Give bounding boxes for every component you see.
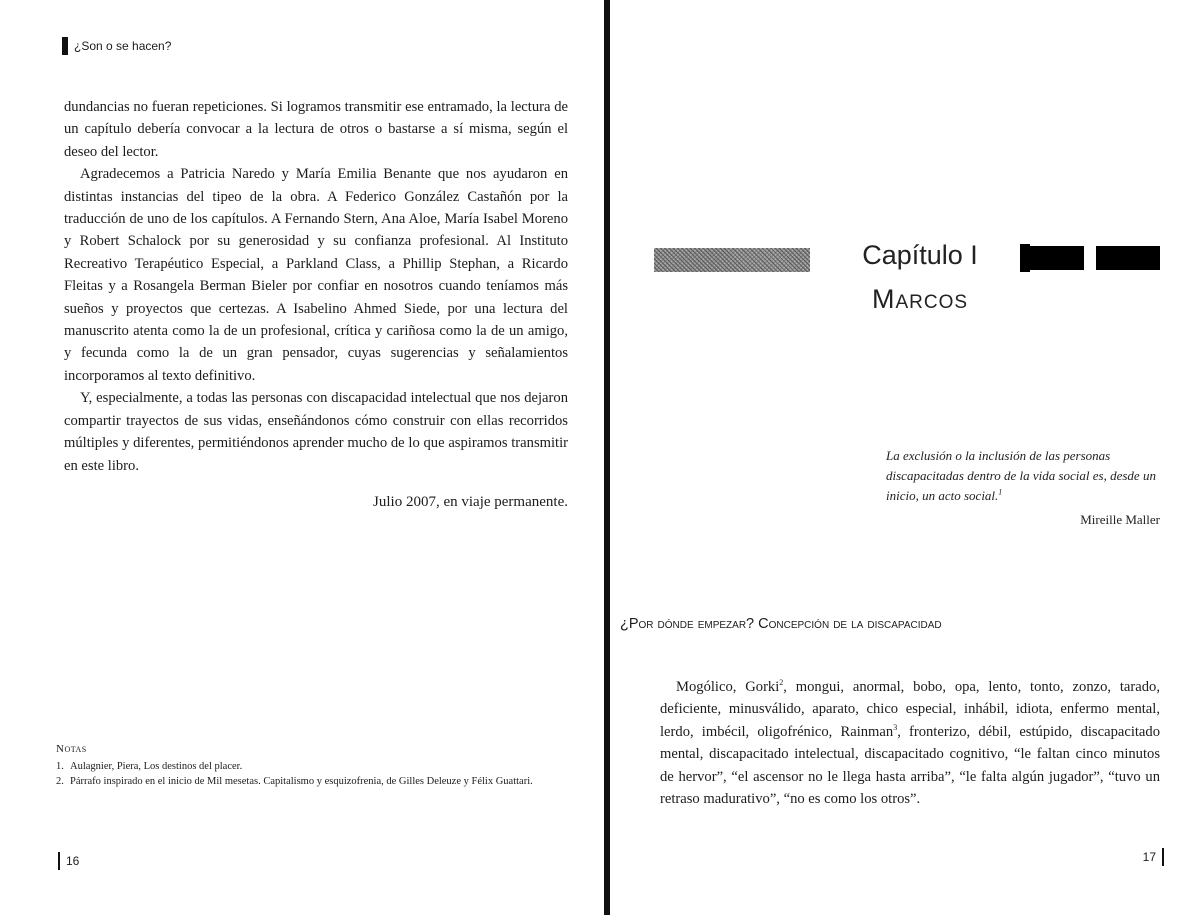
- right-page: [610, 0, 1200, 915]
- left-body-text: [64, 96, 568, 477]
- chapter-number: Capítulo I: [862, 240, 978, 270]
- body-segment: Mogólico, Gorki: [676, 679, 780, 695]
- folio-left: [58, 852, 79, 870]
- page-number: 16: [66, 854, 80, 868]
- body-segment: , mongui, anormal, bobo, opa, lento, tonto, zonzo, tarado, deficiente, minusválido, aparato, chico especial, inhábil, idiota, enfermo mental, lerdo, imbécil, oligofrénico, Rainman: [660, 679, 1160, 740]
- note-text: Aulagnier, Piera, Los destinos del placer.: [70, 761, 243, 772]
- epigraph-note-ref: 1: [998, 487, 1003, 497]
- note-text: Párrafo inspirado en el inicio de Mil mesetas. Capitalismo y esquizofrenia, de Gilles Deleuze y Félix Guattari.: [70, 776, 533, 787]
- note-number: 2.: [56, 776, 64, 787]
- folio-bar: [58, 852, 60, 870]
- footnote-ref: 3: [893, 722, 898, 732]
- running-head: [62, 36, 171, 56]
- chapter-band-solid: [1096, 246, 1160, 270]
- folio-right: [1143, 848, 1164, 866]
- folio-bar: [1162, 848, 1164, 866]
- notes: [56, 742, 568, 789]
- chapter-band-dithered: [654, 248, 810, 272]
- note-number: 1.: [56, 761, 64, 772]
- paragraph: Y, especialmente, a todas las personas con discapacidad intelectual que nos dejaron compartir trayectos de sus vidas, enseñándonos cómo construir con ellas recorridos múltiples y diferentes, permitiéndonos aprender mucho de lo que aspiramos transmitir en este libro.: [64, 390, 568, 474]
- chapter-band-solid: [1022, 246, 1084, 270]
- epigraph-author: Mireille Maller: [1080, 512, 1160, 527]
- note-item: [56, 774, 568, 789]
- footnote-ref: 2: [779, 678, 784, 688]
- paragraph: [660, 676, 1160, 810]
- paragraph: dundancias no fueran repeticiones. Si logramos transmitir ese entramado, la lectura de un capítulo debería convocar a la lectura de otros o bastarse a sí misma, según el deseo del lector.: [64, 99, 568, 160]
- notes-title: Notas: [56, 743, 87, 755]
- paragraph: Agradecemos a Patricia Naredo y María Emilia Benante que nos ayudaron en distintas instancias del tipeo de la obra. A Federico González Castañón por la traducción de uno de los capítulos. A Fernando Stern, Ana Aloe, María Isabel Moreno y Robert Schalock por su generosidad y su confianza profesional. Al Instituto Recreativo Terapéutico Especial, a Parkland Class, a Phillip Stephan, a Ricardo Fleitas y a Rosangela Berman Bieler por confiar en nosotros cuando teníamos más sueños y proyectos que certezas. A Isabelino Ahmed Siede, por una lectura del manuscrito atenta como la de un profesional, crítica y cariñosa como la de un amigo, y fecunda como la de un gran pensador, cuyas sugerencias y señalamientos incorporamos al texto definitivo.: [64, 166, 568, 384]
- chapter-title: Marcos: [871, 284, 969, 314]
- epigraph: [886, 446, 1158, 506]
- right-body-text: [660, 676, 1160, 810]
- running-head-text: ¿Son o se hacen?: [74, 39, 172, 53]
- epigraph-text: La exclusión o la inclusión de las personas discapacitadas dentro de la vida social es, desde un inicio, un acto social.: [886, 448, 1156, 503]
- running-head-mark: [62, 37, 68, 55]
- section-heading: ¿Por dónde empezar? Concepción de la discapacidad: [620, 616, 942, 632]
- body-segment: , fronterizo, débil, estúpido, discapacitado mental, discapacitado intelectual, discapacitado cognitivo, “le faltan cinco minutos de hervor”, “el ascensor no le llega hasta arriba”, “le falta algún jugador”, “tuvo un retraso madurativo”, “no es como los otros”.: [660, 723, 1160, 808]
- signoff: Julio 2007, en viaje permanente.: [373, 494, 568, 510]
- note-item: [56, 759, 568, 774]
- page-number: 17: [1142, 850, 1156, 864]
